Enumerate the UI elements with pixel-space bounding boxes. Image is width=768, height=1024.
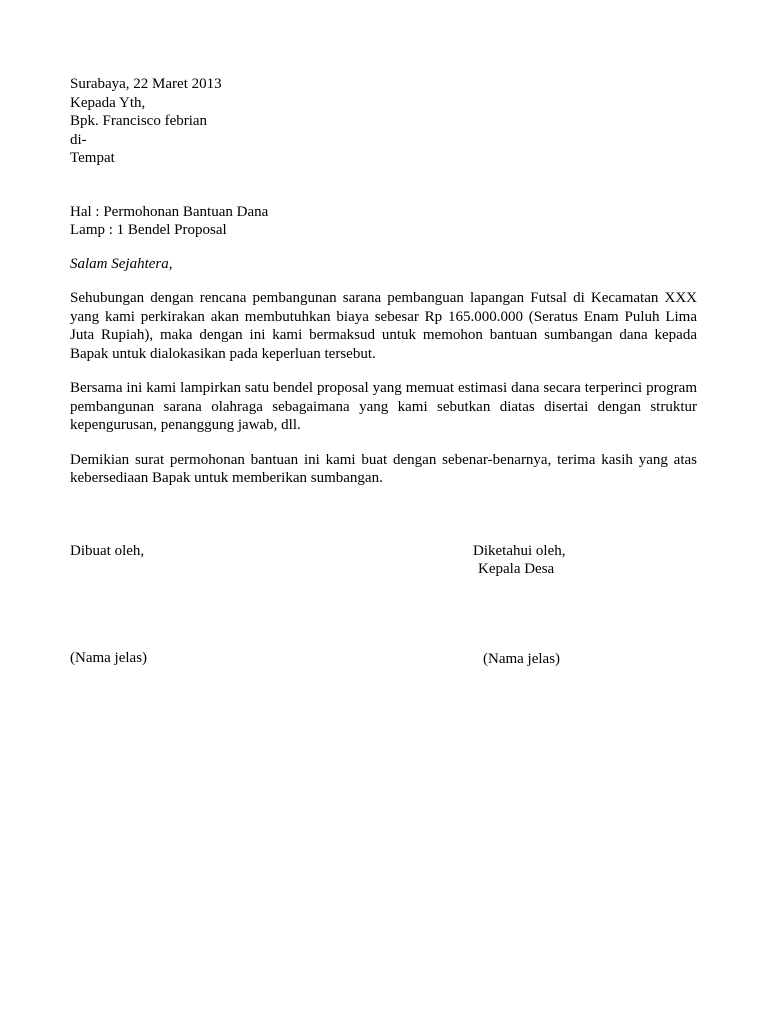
signature-right-title: Diketahui oleh, xyxy=(473,542,566,559)
subject-lamp-line: Lamp : 1 Bendel Proposal xyxy=(70,222,227,238)
signature-right-name-placeholder: (Nama jelas) xyxy=(483,650,561,667)
signature-right-subtitle: Kepala Desa xyxy=(478,561,555,577)
signature-left-title: Dibuat oleh, xyxy=(70,542,145,559)
body-paragraph-3: Demikian surat permohonan bantuan ini kami buat dengan sebenar-benarnya, terima kasih yang atas kebersediaan Bapak untuk memberikan sumbangan. xyxy=(70,451,697,486)
recipient-salutation-line: Kepada Yth, xyxy=(70,94,146,111)
recipient-di-line: di- xyxy=(70,131,87,148)
signature-section xyxy=(70,542,697,682)
date-place-line: Surabaya, 22 Maret 2013 xyxy=(70,76,222,92)
signature-left-space xyxy=(70,560,147,649)
signature-left-column xyxy=(70,542,147,668)
recipient-place-line: Tempat xyxy=(70,150,115,166)
body-paragraph-2: Bersama ini kami lampirkan satu bendel proposal yang memuat estimasi dana secara terperinci program pembangunan sarana olahraga sebagaimana yang kami sebutkan diatas disertai dengan struktur kepengurusan, penanggung jawab, dll. xyxy=(70,380,697,433)
signature-left-name-placeholder: (Nama jelas) xyxy=(70,650,148,666)
recipient-name-line: Bpk. Francisco febrian xyxy=(70,113,208,129)
subject-hal-line: Hal : Permohonan Bantuan Dana xyxy=(70,203,269,220)
subject-block xyxy=(70,203,697,240)
letter-header xyxy=(70,75,697,168)
salutation: Salam Sejahtera, xyxy=(70,255,173,272)
signature-right-column xyxy=(473,542,565,669)
signature-right-space xyxy=(473,579,565,650)
body-paragraph-1: Sehubungan dengan rencana pembangunan sarana pembanguan lapangan Futsal di Kecamatan XXX yang kami perkirakan akan membutuhkan biaya sebesar Rp 165.000.000 (Seratus Enam Puluh Lima Juta Rupiah), maka dengan ini kami bermaksud untuk memohon bantuan sumbangan dana kepada Bapak untuk dialokasikan pada keperluan tersebut. xyxy=(70,290,697,362)
